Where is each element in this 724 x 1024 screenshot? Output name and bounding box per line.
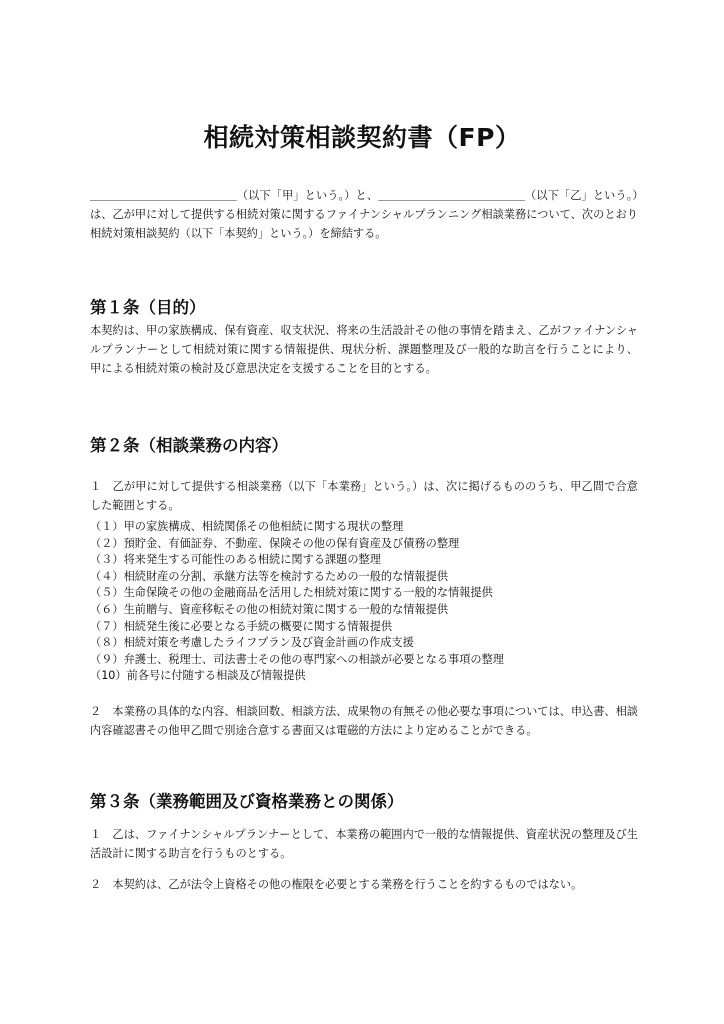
list-item: （３）将来発生する可能性のある相続に関する課題の整理	[90, 553, 381, 567]
list-item: （１）甲の家族構成、相続関係その他相続に関する現状の整理	[90, 520, 404, 533]
list-item: （10）前各号に付随する相談及び情報提供	[90, 669, 306, 683]
article-2-paragraph-2: ２ 本業務の具体的な内容、相談回数、相談方法、成果物の有無その他必要な事項については、申込書、相談内容確認書その他甲乙間で別途合意する書面又は電磁的方法により定めることができる。	[90, 705, 638, 737]
article-3-paragraph-1: １ 乙は、ファイナンシャルプランナーとして、本業務の範囲内で一般的な情報提供、資産状況の整理及び生活設計に関する助言を行うものとする。	[90, 828, 638, 860]
list-item: （８）相続対策を考慮したライフプラン及び資金計画の作成支援	[90, 636, 414, 650]
list-item: （４）相続財産の分割、承継方法等を検討するための一般的な情報提供	[90, 569, 449, 583]
list-item: （７）相続発生後に必要となる手続の概要に関する情報提供	[90, 619, 393, 633]
article-1-heading: 第１条（目的）	[90, 298, 206, 317]
article-3-heading: 第３条（業務範囲及び資格業務との関係）	[90, 792, 404, 811]
article-3-paragraph-2: ２ 本契約は、乙が法令上資格その他の権限を必要とする業務を行うことを約するものではない。	[90, 878, 583, 891]
list-item: （９）弁護士、税理士、司法書士その他の専門家への相談が必要となる事項の整理	[90, 652, 504, 666]
preamble-paragraph: ＿＿＿＿＿＿＿＿＿＿＿＿＿（以下「甲」という。）と、＿＿＿＿＿＿＿＿＿＿＿＿＿（以下「乙」という。）は、乙が甲に対して提供する相続対策に関するファイナンシャルプランニング相談業務について、次のとおり相続対策相談契約（以下「本契約」という。）を締結する。	[90, 189, 638, 240]
list-item: （６）生前贈与、資産移転その他の相続対策に関する一般的な情報提供	[90, 602, 449, 616]
article-2-item-list	[90, 519, 650, 685]
article-2-paragraph-1: １ 乙が甲に対して提供する相談業務（以下「本業務」という。）は、次に掲げるもののうち、甲乙間で合意した範囲とする。	[90, 480, 638, 512]
article-1-body: 本契約は、甲の家族構成、保有資産、収支状況、将来の生活設計その他の事情を踏まえ、乙がファイナンシャルプランナーとして相続対策に関する情報提供、現状分析、課題整理及び一般的な助言を行うことにより、甲による相続対策の検討及び意思決定を支援することを目的とする。	[90, 324, 638, 375]
list-item: （５）生命保険その他の金融商品を活用した相続対策に関する一般的な情報提供	[90, 586, 493, 600]
article-2-heading: 第２条（相談業務の内容）	[90, 436, 288, 455]
document-title: 相続対策相談契約書（FP）	[203, 123, 521, 152]
list-item: （２）預貯金、有価証券、不動産、保険その他の保有資産及び債務の整理	[90, 536, 460, 550]
